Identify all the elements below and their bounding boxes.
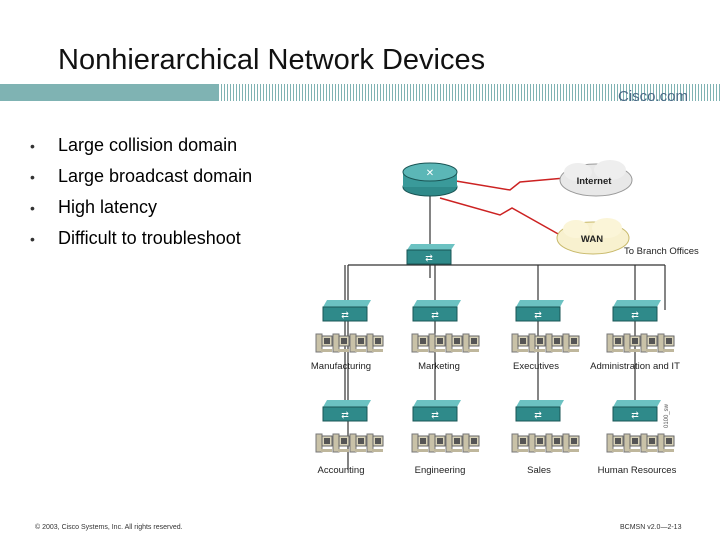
pc-icon	[546, 334, 562, 352]
pc-icon	[350, 434, 366, 452]
pc-icon	[512, 334, 528, 352]
pc-icon	[624, 434, 640, 452]
bullet-item: • Difficult to troubleshoot	[30, 228, 241, 248]
dept-label-marketing: Marketing	[418, 361, 460, 372]
pc-icon	[333, 334, 349, 352]
core-switch-icon	[407, 244, 455, 264]
pc-icon	[350, 334, 366, 352]
wan-cloud	[557, 218, 629, 254]
bullet-item: • Large collision domain	[30, 135, 238, 155]
workstation-icons	[316, 334, 674, 452]
wan-label: WAN	[580, 234, 604, 245]
internet-cloud	[560, 160, 632, 196]
pc-icon	[658, 334, 674, 352]
svg-text:⇄: ⇄	[631, 410, 639, 420]
pc-icon	[446, 434, 462, 452]
dept-switch-icon	[516, 400, 564, 421]
dept-label-human-resources: Human Resources	[597, 465, 677, 476]
pc-icon	[446, 334, 462, 352]
slide-title: Nonhierarchical Network Devices	[58, 44, 486, 76]
svg-text:⇄: ⇄	[341, 310, 349, 320]
pc-icon	[367, 434, 383, 452]
pc-icon	[463, 434, 479, 452]
dept-switch-icon	[413, 300, 461, 321]
footer-course-code: BCMSN v2.0—2-13	[620, 524, 682, 531]
pc-icon	[641, 334, 657, 352]
pc-icon	[529, 334, 545, 352]
pc-icon	[546, 434, 562, 452]
pc-icon	[316, 434, 332, 452]
dept-label-executives: Executives	[513, 361, 559, 372]
cisco-logo: Cisco.com	[618, 88, 689, 105]
bullet-text: High latency	[58, 197, 158, 217]
internet-label: Internet	[576, 176, 612, 187]
bullet-item: • High latency	[30, 197, 158, 217]
dept-switch-icon	[613, 400, 661, 421]
pc-icon	[412, 334, 428, 352]
pc-icon	[624, 334, 640, 352]
dept-label-manufacturing: Manufacturing	[310, 361, 372, 372]
pc-icon	[607, 334, 623, 352]
figure-id: 0100_sw	[664, 403, 670, 428]
bullet-text: Large collision domain	[58, 135, 238, 155]
pc-icon	[316, 334, 332, 352]
pc-icon	[463, 334, 479, 352]
dept-switch-icon	[516, 300, 564, 321]
svg-text:⇄: ⇄	[341, 410, 349, 420]
bullet-item: • Large broadcast domain	[30, 166, 253, 186]
serial-link-internet	[450, 178, 565, 190]
pc-icon	[607, 434, 623, 452]
pc-icon	[563, 434, 579, 452]
dept-label-sales: Sales	[527, 465, 551, 476]
svg-text:⇄: ⇄	[425, 253, 433, 263]
pc-icon	[529, 434, 545, 452]
dept-label-accounting: Accounting	[317, 465, 365, 476]
svg-text:⇄: ⇄	[534, 410, 542, 420]
branch-offices-label: To Branch Offices	[624, 246, 699, 257]
dept-switch-icon	[613, 300, 661, 321]
pc-icon	[512, 434, 528, 452]
pc-icon	[429, 434, 445, 452]
footer-copyright: © 2003, Cisco Systems, Inc. All rights reserved.	[35, 524, 183, 531]
svg-text:⇄: ⇄	[534, 310, 542, 320]
pc-icon	[412, 434, 428, 452]
pc-icon	[641, 434, 657, 452]
pc-icon	[429, 334, 445, 352]
svg-text:⇄: ⇄	[631, 310, 639, 320]
svg-text:⇄: ⇄	[431, 310, 439, 320]
svg-text:⇄: ⇄	[431, 410, 439, 420]
pc-icon	[333, 434, 349, 452]
dept-switch-icon	[323, 300, 371, 321]
svg-text:✕: ✕	[425, 168, 435, 179]
dept-label-administration: Administration and IT	[590, 361, 680, 372]
dept-label-engineering: Engineering	[414, 465, 466, 476]
router-icon	[403, 163, 457, 196]
pc-icon	[367, 334, 383, 352]
dept-switch-icon	[413, 400, 461, 421]
bullet-text: Large broadcast domain	[58, 166, 253, 186]
serial-link-wan	[440, 198, 560, 235]
pc-icon	[658, 434, 674, 452]
dept-switch-icon	[323, 400, 371, 421]
pc-icon	[563, 334, 579, 352]
bullet-text: Difficult to troubleshoot	[58, 228, 241, 248]
